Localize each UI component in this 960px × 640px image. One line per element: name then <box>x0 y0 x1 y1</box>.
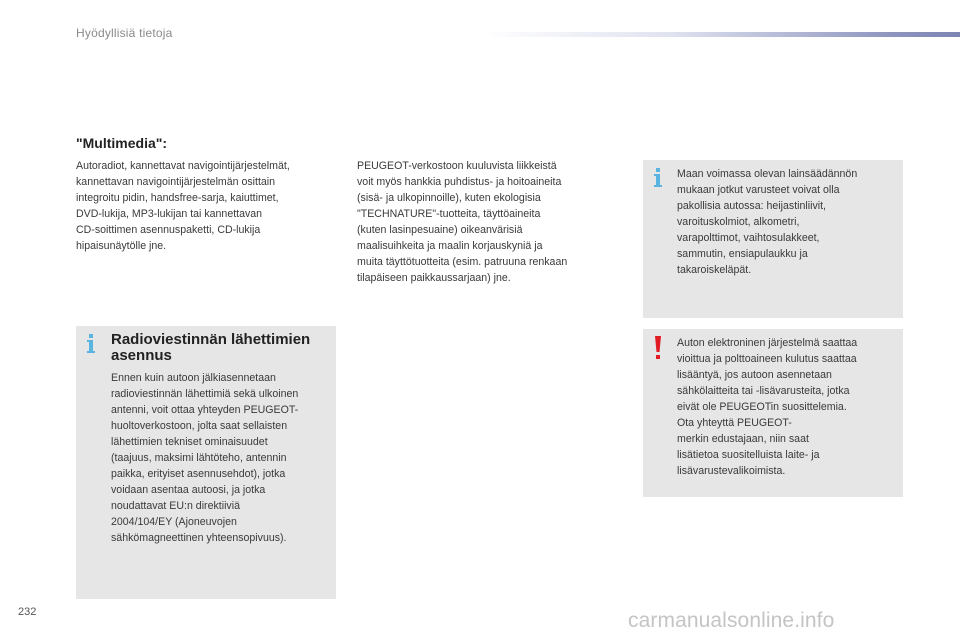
header-gradient-bar <box>480 32 960 37</box>
text-line: vioittua ja polttoaineen kulutus saattaa <box>677 353 857 365</box>
radio-box-text <box>111 370 335 546</box>
text-line: CD-soittimen asennuspaketti, CD-lukija <box>76 224 261 236</box>
text-line: sähkölaitteita tai -lisävarusteita, jotka <box>677 385 850 397</box>
text-line: Ota yhteyttä PEUGEOT- <box>677 417 792 429</box>
text-line: voidaan asentaa autoosi, ja jotka <box>111 484 266 496</box>
text-line: tilapäiseen paikkaussarjaan) jne. <box>357 272 511 284</box>
info-box-text <box>677 166 897 278</box>
text-line: DVD-lukija, MP3-lukijan tai kannettavan <box>76 208 263 220</box>
text-line: lähettimien tekniset ominaisuudet <box>111 436 268 448</box>
text-line: "TECHNATURE"-tuotteita, täyttöaineita <box>357 208 541 220</box>
text-line: Auton elektroninen järjestelmä saattaa <box>677 337 858 349</box>
text-line: lisääntyä, jos autoon asennetaan <box>677 369 832 381</box>
info-icon <box>653 168 663 188</box>
multimedia-paragraph-left <box>76 158 338 254</box>
text-line: lisävarustevalikoimista. <box>677 465 786 477</box>
text-line: integroitu pidin, handsfree-sarja, kaiuttimet, <box>76 192 279 204</box>
multimedia-paragraph-middle <box>357 158 619 286</box>
text-line: huoltoverkostoon, jolta saat sellaisten <box>111 420 288 432</box>
text-line: radioviestinnän lähettimiä sekä ulkoinen <box>111 388 299 400</box>
text-line: PEUGEOT-verkostoon kuuluvista liikkeistä <box>357 160 557 172</box>
text-line: hipaisunäytölle jne. <box>76 240 167 252</box>
text-line: eivät ole PEUGEOTin suosittelemia. <box>677 401 847 413</box>
watermark: carmanualsonline.info <box>628 609 835 632</box>
text-line: (kuten lasinpesuaine) oikeanvärisiä <box>357 224 523 236</box>
text-line: mukaan jotkut varusteet voivat olla <box>677 184 840 196</box>
text-line: (taajuus, maksimi lähtöteho, antennin <box>111 452 287 464</box>
text-line: sammutin, ensiapulaukku ja <box>677 248 808 260</box>
text-line: merkin edustajaan, niin saat <box>677 433 809 445</box>
text-line: sähkömagneettinen yhteensopivuus). <box>111 532 287 544</box>
page-number: 232 <box>18 606 37 618</box>
page-section-title: Hyödyllisiä tietoja <box>76 26 173 40</box>
heading-line: asennus <box>111 347 172 364</box>
info-icon <box>86 334 96 354</box>
text-line: 2004/104/EY (Ajoneuvojen <box>111 516 237 528</box>
heading-line: Radioviestinnän lähettimien <box>111 331 311 348</box>
text-line: Ennen kuin autoon jälkiasennetaan <box>111 372 276 384</box>
text-line: noudattavat EU:n direktiiviä <box>111 500 240 512</box>
text-line: varapolttimot, vaihtosulakkeet, <box>677 232 820 244</box>
exclamation-icon <box>654 336 662 360</box>
text-line: Autoradiot, kannettavat navigointijärjestelmät, <box>76 160 290 172</box>
text-line: kannettavan navigointijärjestelmän osittain <box>76 176 276 188</box>
text-line: paikka, erityiset asennusehdot), jotka <box>111 468 286 480</box>
multimedia-heading: "Multimedia": <box>76 135 168 151</box>
radio-box-heading <box>111 332 333 364</box>
text-line: varoituskolmiot, alkometri, <box>677 216 800 228</box>
text-line: lisätietoa suositelluista laite- ja <box>677 449 820 461</box>
text-line: pakollisia autossa: heijastinliivit, <box>677 200 826 212</box>
text-line: (sisä- ja ulkopinnoille), kuten ekologisia <box>357 192 541 204</box>
text-line: antenni, voit ottaa yhteyden PEUGEOT- <box>111 404 299 416</box>
warning-box-text <box>677 335 899 479</box>
text-line: takaroiskeläpät. <box>677 264 752 276</box>
text-line: maalisuihkeita ja maalin korjauskyniä ja <box>357 240 543 252</box>
text-line: muita täyttötuotteita (esim. patruuna renkaan <box>357 256 568 268</box>
text-line: Maan voimassa olevan lainsäädännön <box>677 168 858 180</box>
text-line: voit myös hankkia puhdistus- ja hoitoaineita <box>357 176 562 188</box>
